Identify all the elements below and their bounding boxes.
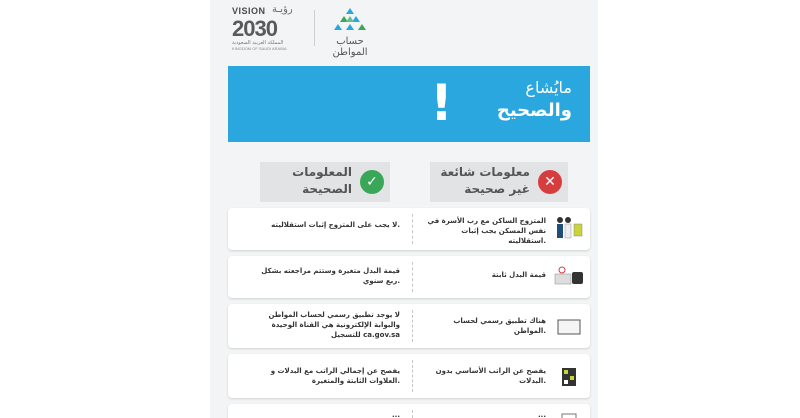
qr-code-icon bbox=[554, 362, 584, 392]
poster-header bbox=[210, 0, 598, 62]
fact-text: لا يجب على المتزوج إثبات استقلاليته. bbox=[271, 221, 400, 229]
myth-title-line-2: غير صحيحة bbox=[464, 182, 530, 196]
myth-text: يفصح عن الراتب الأساسي بدون البدلات. bbox=[435, 367, 546, 385]
myth-column-header bbox=[430, 162, 568, 202]
header-divider bbox=[314, 10, 315, 46]
myth-fact-row bbox=[228, 256, 590, 298]
myth-fact-row bbox=[228, 404, 590, 418]
myth-fact-row bbox=[228, 208, 590, 250]
banner-line-1: مايُشاع bbox=[525, 78, 572, 97]
row-divider bbox=[412, 360, 413, 392]
cross-icon: ✕ bbox=[538, 170, 562, 194]
vision-arabic: رؤيـة bbox=[272, 4, 293, 15]
family-icon bbox=[554, 214, 584, 244]
fact-title-line-1: المعلومات bbox=[292, 165, 352, 179]
myth-fact-row bbox=[228, 304, 590, 348]
myth-text: قيمة البدل ثابتة bbox=[491, 271, 546, 279]
myth-column-title bbox=[440, 164, 530, 198]
myth-text: المتزوج الساكن مع رب الأسرة في نفس المسكن يجب إثبات استقلاليته. bbox=[427, 217, 546, 245]
document-icon bbox=[554, 408, 584, 418]
myth-title-line-1: معلومات شائعة bbox=[440, 165, 530, 179]
money-machine-icon bbox=[554, 262, 584, 292]
tablet-icon bbox=[554, 312, 584, 342]
myth-fact-row bbox=[228, 354, 590, 398]
vision-subtitle-english: KINGDOM OF SAUDI ARABIA bbox=[232, 46, 287, 51]
fact-text: يفصح عن إجمالي الراتب مع البدلات و العلاوات الثابتة والمتغيرة. bbox=[270, 367, 400, 385]
row-divider bbox=[412, 310, 413, 342]
fact-title-line-2: الصحيحة bbox=[302, 182, 352, 196]
fact-column-header bbox=[260, 162, 390, 202]
check-icon: ✓ bbox=[360, 170, 384, 194]
infographic-poster bbox=[210, 0, 598, 418]
myth-text: هناك تطبيق رسمي لحساب المواطن. bbox=[453, 317, 546, 335]
vision-year: 2030 bbox=[232, 16, 277, 41]
citizen-account-logo bbox=[320, 6, 380, 58]
fact-column-title bbox=[292, 164, 352, 198]
vision-2030-logo bbox=[232, 6, 310, 50]
row-divider bbox=[412, 262, 413, 292]
banner-line-2: والصحيح bbox=[496, 100, 572, 121]
myth-text: ... bbox=[538, 411, 546, 418]
citizen-account-emblem-icon bbox=[320, 6, 380, 36]
fact-text: لا يوجد تطبيق رسمي لحساب المواطن والبوابة الإلكترونية هي القناة الوحيدة للتسجيل ca.gov.sa bbox=[268, 311, 400, 339]
fact-text: ... bbox=[392, 411, 400, 418]
title-banner bbox=[228, 66, 590, 142]
app-name: حساب المواطن bbox=[332, 36, 368, 58]
exclamation-mark: ! bbox=[430, 74, 453, 132]
vision-subtitle-arabic: المملكة العربية السعودية bbox=[232, 40, 284, 46]
row-divider bbox=[412, 410, 413, 418]
vision-title: VISION bbox=[232, 6, 266, 16]
row-divider bbox=[412, 214, 413, 244]
fact-text: قيمة البدل متغيرة وستتم مراجعته بشكل ربع سنوي. bbox=[261, 267, 400, 285]
